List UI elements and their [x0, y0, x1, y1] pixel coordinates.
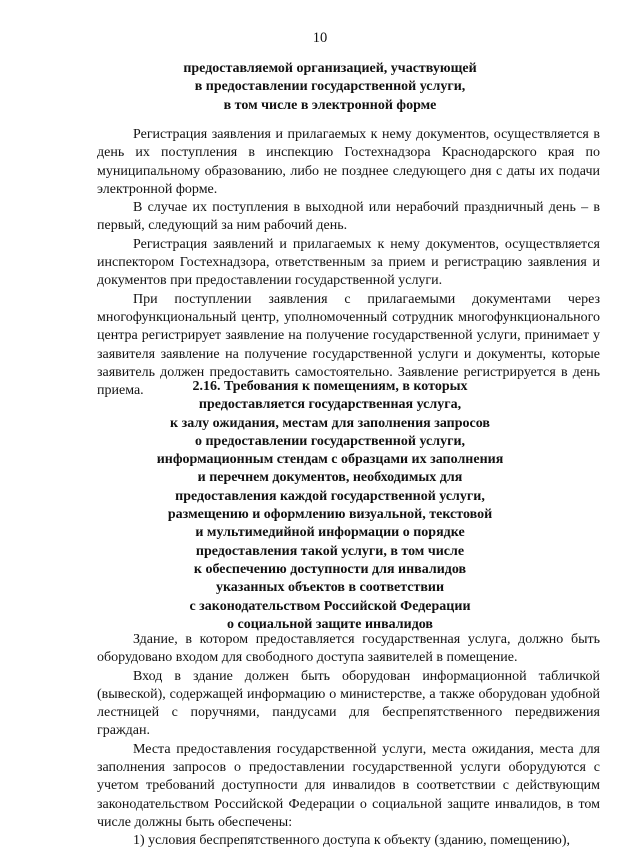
heading-line: в том числе в электронной форме [223, 97, 437, 113]
heading-line: предоставляемой организацией, участвующей [183, 61, 477, 76]
paragraph: Вход в здание должен быть оборудован информационной табличкой (вывеской), содержащей информацию о министерстве, а также оборудован удобной лестницей с поручнями, пандусами для беспрепятственного передвижения граждан. [97, 668, 600, 739]
section-heading-2-16 [60, 378, 600, 634]
heading-line: и мультимедийной информации о порядке [195, 525, 465, 541]
paragraph: Места предоставления государственной услуги, места ожидания, места для заполнения запросов о предоставлении государственной услуги оборудуются с учетом требований доступности для инвалидов в соответствии с действующим законодательством Российской Федерации о социальной защите инвалидов, в том числе должны быть обеспечены: [97, 741, 600, 830]
heading-line: информационным стендам с образцами их заполнения [156, 452, 504, 468]
paragraph: При поступлении заявления с прилагаемыми документами через многофункциональный центр, уполномоченный сотрудник многофункционального центра регистрирует заявление на получение государственной услуги, принимает у заявителя заявление на получение государственной услуги и документы, которые заявитель должен предоставить самостоятельно. Заявление регистрируется в день приема. [97, 291, 600, 399]
heading-line: в предоставлении государственной услуги, [194, 79, 466, 95]
heading-line: предоставления такой услуги, в том числе [195, 543, 465, 559]
paragraph: В случае их поступления в выходной или нерабочий праздничный день – в первый, следующий за ним рабочий день. [97, 200, 600, 234]
heading-line: указанных объектов в соответствии [215, 580, 445, 596]
heading-line: предоставления каждой государственной услуги, [175, 488, 485, 504]
registration-text [97, 126, 600, 400]
heading-line: предоставляется государственная услуга, [198, 397, 462, 413]
heading-line: и перечнем документов, необходимых для [197, 470, 463, 486]
paragraph: Регистрация заявления и прилагаемых к нему документов, осуществляется в день их поступления в инспекцию Гостехнадзора Краснодарского края по муниципальному образованию, либо не позднее следующего дня с даты их подачи электронной форме. [97, 127, 600, 197]
heading-line: размещению и оформлению визуальной, текстовой [167, 507, 493, 523]
heading-line: о предоставлении государственной услуги, [194, 433, 466, 449]
paragraph: 1) условия беспрепятственного доступа к объекту (зданию, помещению), [133, 833, 571, 849]
heading-line: о социальной защите инвалидов [227, 616, 433, 632]
heading-line: с законодательством Российской Федерации [189, 598, 471, 614]
section-heading-registration [60, 60, 600, 115]
page-number: 10 [312, 30, 328, 46]
paragraph: Здание, в котором предоставляется государственная услуга, должно быть оборудовано входом для свободного доступа заявителей в помещение. [97, 632, 600, 666]
heading-line: к залу ожидания, местам для заполнения запросов [170, 415, 490, 431]
paragraph: Регистрация заявлений и прилагаемых к нему документов, осуществляется инспектором Гостехнадзора, ответственным за прием и регистрацию заявления и документов при предоставлении государственной услуги. [97, 236, 600, 289]
heading-line: 2.16. Требования к помещениям, в которых [192, 379, 468, 394]
premises-text [97, 631, 600, 851]
heading-line: к обеспечению доступности для инвалидов [193, 561, 467, 577]
